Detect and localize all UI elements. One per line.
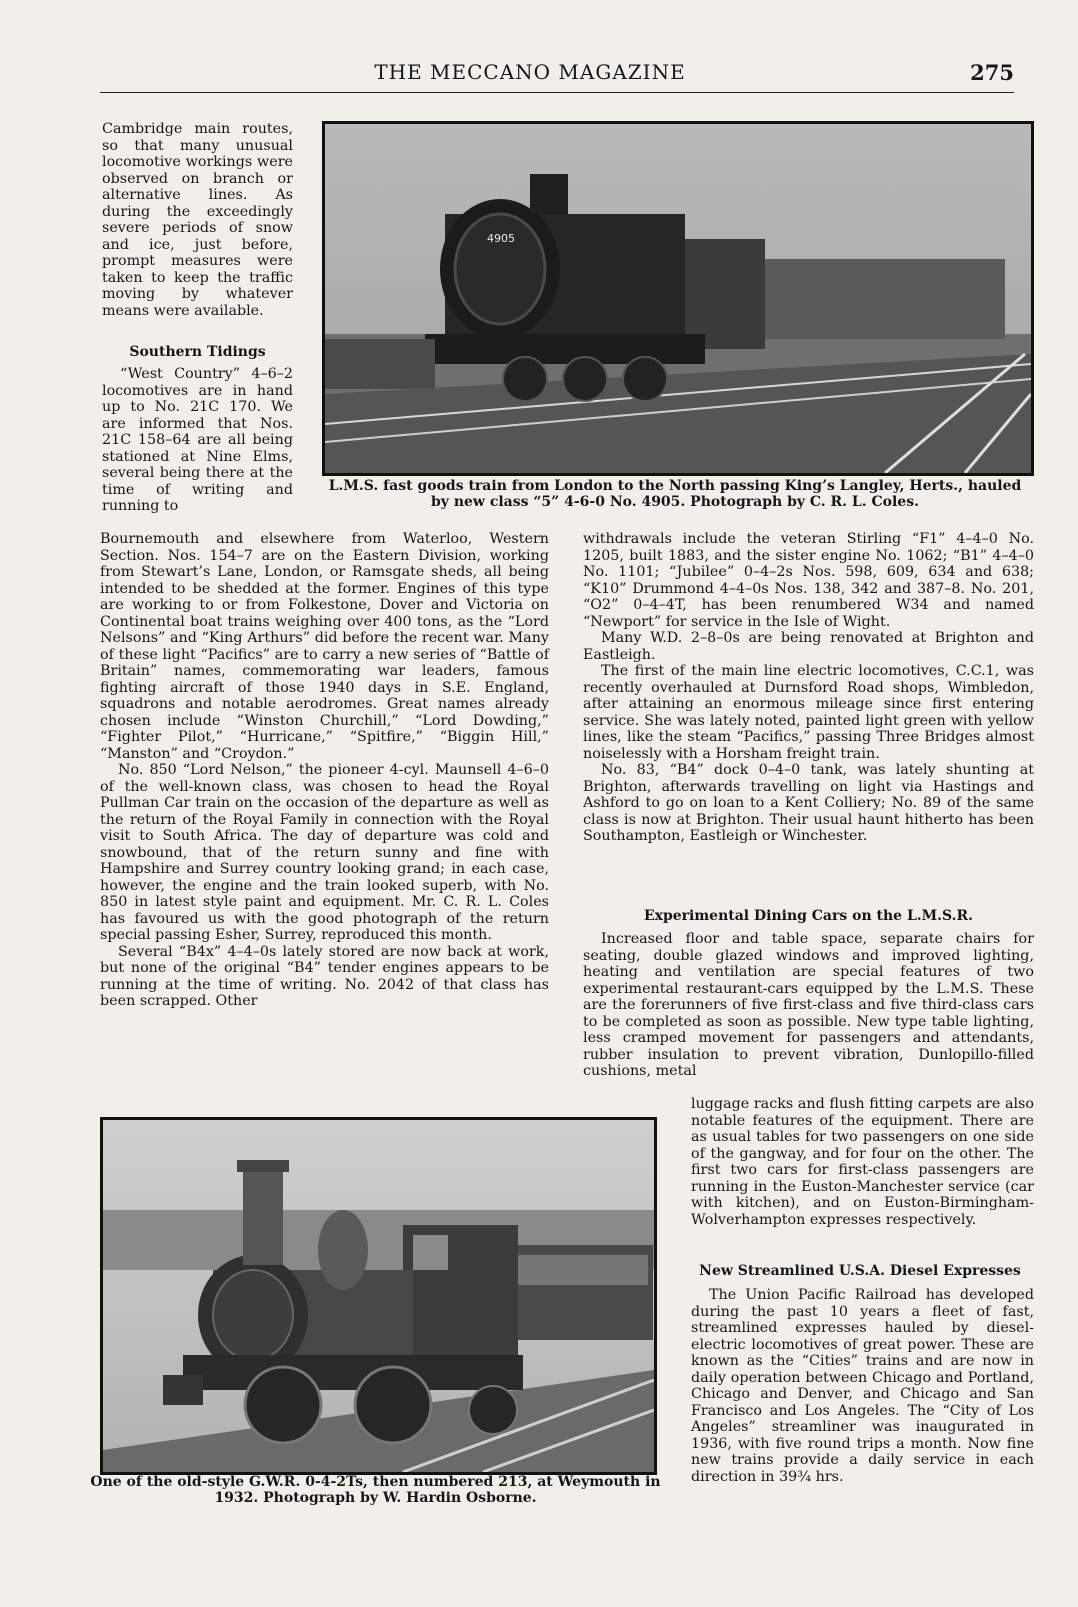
dining-cars-paragraph: Increased floor and table space, separate chairs for seating, double glazed windows and improved lighting, heating and ventilation are special features of two experimental restaurant-cars equipped by the L.M.S. These are the forerunners of five first-class and five third-class cars to be completed as soon as possible. New type table lighting, less cramped movement for passengers and attendants, rubber insulation to prevent vibration, Dunlopillo-filled cushions, metal bbox=[583, 931, 1034, 1079]
southern-left-column: Bournemouth and elsewhere from Waterloo, Western Section. Nos. 154–7 are on the Eastern Division, working from Stewart’s Lane, London, or Ramsgate sheds, all being intended to be shedded at the former. Engines of this type are working to or from Folkestone, Dover and Victoria on Continental boat trains weighing over 400 tons, as the “Lord Nelsons” and “King Arthurs” did before the recent war. Many of these light “Pacifics” are to carry a new series of “Battle of Britain” names, commemorating war leaders, famous fighting aircraft of those 1940 days in S.E. England, squadrons and notable aerodromes. Great names already chosen include “Winston Churchill,” “Lord Dowding,” “Fighter Pilot,” “Hurricane,” “Spitfire,” “Biggin Hill,” “Manston” and “Croydon.” No. 850 “Lord Nelson,” the pioneer 4-cyl. Maunsell 4–6–0 of the well-known class, was chosen to head the Royal Pullman Car train on the occasion of the departure as well as the return of the Royal Family in connection with the Royal visit to South Africa. The day of departure was cold and snowbound, that of the return sunny and fine with Hampshire and Surrey country looking grand; in each case, however, the engine and the train looked superb, with No. 850 in latest style paint and equipment. Mr. C. R. L. Coles has favoured us with the good photograph of the return special passing Esher, Surrey, reproduced this month. Several “B4x” 4–4–0s lately stored are now back at work, but none of the original “B4” tender engines appears to be running at the time of writing. No. 2042 of that class has been scrapped. Other bbox=[100, 531, 549, 1009]
magazine-title: THE MECCANO MAGAZINE bbox=[374, 60, 686, 84]
intro-paragraph: Cambridge main routes, so that many unusual locomotive workings were observed on branch or alternative lines. As during the exceedingly severe periods of snow and ice, just before, prompt measures were taken to keep the traffic moving by whatever means were available. bbox=[102, 121, 293, 319]
bottom-photo-caption: One of the old-style G.W.R. 0-4-2Ts, then numbered 213, at Weymouth in 1932. Photograph by W. Hardin Osborne. bbox=[90, 1474, 661, 1506]
southern-narrow-paragraph: “West Country” 4–6–2 locomotives are in hand up to No. 21C 170. We are informed that Nos. 21C 158–64 are all being stationed at Nine Elms, several being there at the time of writing and running to bbox=[102, 366, 293, 514]
dining-cars-continued: luggage racks and flush fitting carpets are also notable features of the equipment. There are as usual tables for two passengers on one side of the gangway, and for four on the other. The first two cars for first-class passengers are running in the Euston-Manchester service (car with kitchen), and on Euston-Birmingham-Wolverhampton expresses respectively. bbox=[691, 1096, 1034, 1228]
lms-train-illustration bbox=[325, 124, 1031, 473]
header-rule bbox=[100, 92, 1014, 93]
southern-tidings-heading: Southern Tidings bbox=[129, 344, 266, 360]
top-photo-caption: L.M.S. fast goods train from London to the North passing King’s Langley, Herts., hauled by new class “5” 4-6-0 No. 4905. Photograph by C. R. L. Coles. bbox=[328, 478, 1022, 510]
usa-diesel-paragraph: The Union Pacific Railroad has developed during the past 10 years a fleet of fast, streamlined expresses hauled by diesel-electric locomotives of great power. These are known as the “Cities” trains and are now in daily operation between Chicago and Portland, Chicago and Denver, and Chicago and San Francisco and Los Angeles. The “City of Los Angeles” streamliner was inaugurated in 1936, with five round trips a month. Now fine new trains provide a daily service in each direction in 39¾ hrs. bbox=[691, 1287, 1034, 1485]
photo-lms-goods-train bbox=[322, 121, 1034, 476]
page-number: 275 bbox=[970, 60, 1014, 85]
usa-diesel-heading: New Streamlined U.S.A. Diesel Expresses bbox=[699, 1263, 1021, 1279]
loco-number-plate: 4905 bbox=[487, 232, 515, 245]
right-column-news: withdrawals include the veteran Stirling “F1” 4–4–0 No. 1205, built 1883, and the sister engine No. 1062; “B1” 4–4–0 No. 1101; “Jubilee” 0–4–2s Nos. 598, 609, 634 and 638; “K10” Drummond 4–4–0s Nos. 138, 342 and 387–8. No. 201, “O2” 0–4–4T, has been renumbered W34 and named “Newport” for service in the Isle of Wight. Many W.D. 2–8–0s are being renovated at Brighton and Eastleigh. The first of the main line electric locomotives, C.C.1, was recently overhauled at Durnsford Road shops, Wimbledon, after attaining an enormous mileage since first entering service. She was lately noted, painted light green with yellow lines, like the steam “Pacifics,” passing Three Bridges almost noiselessly with a Horsham freight train. No. 83, “B4” dock 0–4–0 tank, was lately shunting at Brighton, afterwards travelling on light via Hastings and Ashford to go on loan to a Kent Colliery; No. 89 of the same class is now at Brighton. Their usual haunt hitherto has been Southampton, Eastleigh or Winchester. bbox=[583, 531, 1034, 844]
dining-cars-heading: Experimental Dining Cars on the L.M.S.R. bbox=[643, 908, 974, 924]
gwr-loco-illustration bbox=[103, 1120, 654, 1472]
photo-gwr-tank-engine bbox=[100, 1117, 657, 1475]
